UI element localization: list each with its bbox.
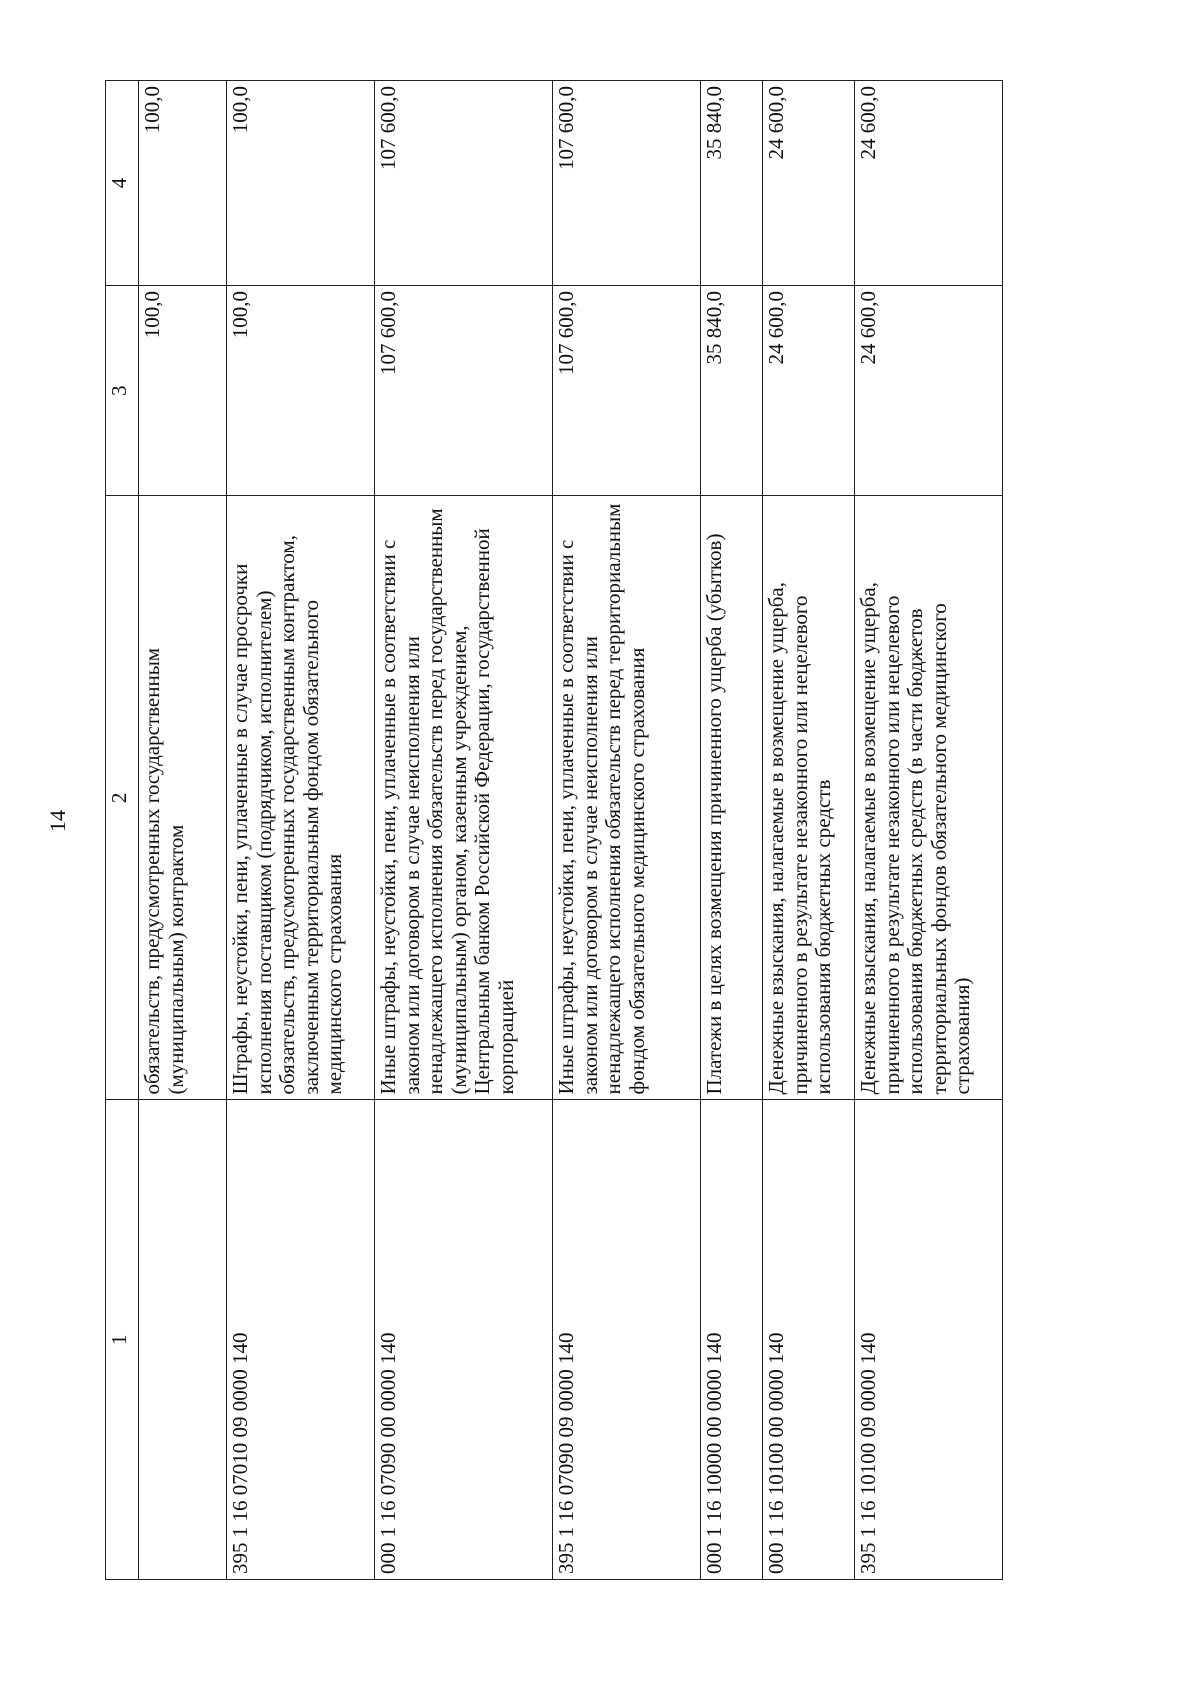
value-col3: 100,0	[139, 285, 227, 495]
budget-code: 395 1 16 10100 09 0000 140	[855, 1100, 1003, 1580]
value-col3: 24 600,0	[855, 285, 1003, 495]
value-col4: 100,0	[227, 81, 375, 286]
budget-table	[105, 80, 1003, 1580]
row-description: обязательств, предусмотренных государственным (муниципальным) контрактом	[139, 496, 227, 1100]
value-col3: 35 840,0	[701, 285, 763, 495]
budget-table-container	[105, 80, 1070, 1580]
table-header-row	[106, 81, 139, 1580]
budget-code: 000 1 16 10100 00 0000 140	[763, 1100, 855, 1580]
table-row	[139, 81, 227, 1580]
table-row	[855, 81, 1003, 1580]
budget-code	[139, 1100, 227, 1580]
row-description: Денежные взыскания, налагаемые в возмещение ущерба, причиненного в результате незаконного или нецелевого использования бюджетных средств (в части бюджетов территориальных фондов обязательного медицинского страхования)	[855, 496, 1003, 1100]
value-col4: 24 600,0	[855, 81, 1003, 286]
table-row	[553, 81, 701, 1580]
value-col3: 107 600,0	[553, 285, 701, 495]
row-description: Денежные взыскания, налагаемые в возмещение ущерба, причиненного в результате незаконного или нецелевого использования бюджетных средств	[763, 496, 855, 1100]
table-row	[763, 81, 855, 1580]
budget-code: 000 1 16 07090 00 0000 140	[375, 1100, 553, 1580]
table-row	[227, 81, 375, 1580]
row-description: Иные штрафы, неустойки, пени, уплаченные в соответствии с законом или договором в случае неисполнения или ненадлежащего исполнения обязательств перед территориальным фондом обязательного медицинского страхования	[553, 496, 701, 1100]
value-col4: 107 600,0	[375, 81, 553, 286]
budget-code: 395 1 16 07090 09 0000 140	[553, 1100, 701, 1580]
table-row	[701, 81, 763, 1580]
value-col4: 35 840,0	[701, 81, 763, 286]
row-description: Платежи в целях возмещения причиненного ущерба (убытков)	[701, 496, 763, 1100]
value-col3: 24 600,0	[763, 285, 855, 495]
value-col3: 107 600,0	[375, 285, 553, 495]
value-col4: 24 600,0	[763, 81, 855, 286]
budget-code: 000 1 16 10000 00 0000 140	[701, 1100, 763, 1580]
value-col4: 107 600,0	[553, 81, 701, 286]
column-header-3: 3	[106, 285, 139, 495]
value-col3: 100,0	[227, 285, 375, 495]
value-col4: 100,0	[139, 81, 227, 286]
row-description: Штрафы, неустойки, пени, уплаченные в случае просрочки исполнения поставщиком (подрядчиком, исполнителем) обязательств, предусмотренных государственным контрактом, заключенным территориальным фондом обязательного медицинского страхования	[227, 496, 375, 1100]
column-header-1: 1	[106, 1100, 139, 1580]
column-header-4: 4	[106, 81, 139, 286]
column-header-2: 2	[106, 496, 139, 1100]
budget-code: 395 1 16 07010 09 0000 140	[227, 1100, 375, 1580]
page-number: 14	[45, 810, 70, 832]
row-description: Иные штрафы, неустойки, пени, уплаченные в соответствии с законом или договором в случае неисполнения или ненадлежащего исполнения обязательств перед государственным (муниципальным) органом, казенным учреждением, Центральным банком Российской Федерации, государственной корпорацией	[375, 496, 553, 1100]
table-row	[375, 81, 553, 1580]
